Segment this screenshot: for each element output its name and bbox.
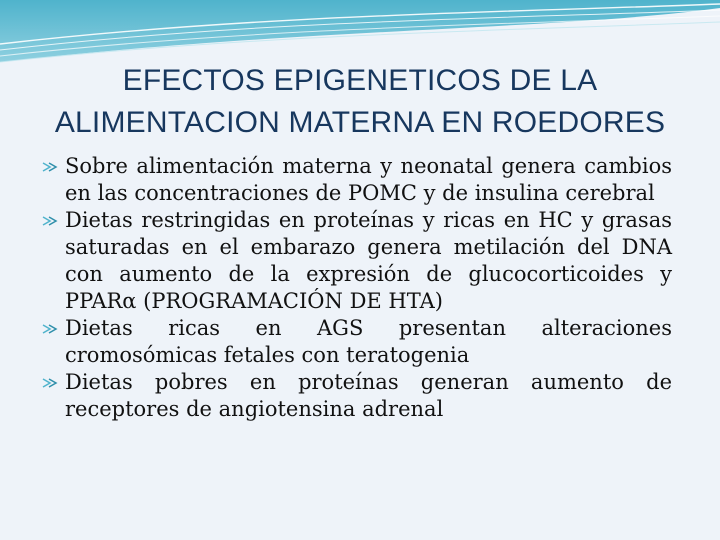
bullet-text: Dietas ricas en AGS presentan alteraciones cromosómicas fetales con teratogenia [65,316,672,367]
bullet-item [40,153,672,207]
arrow-bullet-icon [42,160,60,174]
bullet-item [40,315,672,369]
bullet-text: Dietas restringidas en proteínas y ricas en HC y grasas saturadas en el embarazo genera metilación del DNA con aumento de la expresión de glucocorticoides y PPARα (PROGRAMACIÓN DE HTA) [65,208,672,313]
arrow-bullet-icon [42,376,60,390]
bullet-list [40,153,672,423]
bullet-item [40,369,672,423]
slide-title-line-2: ALIMENTACION MATERNA EN ROEDORES [54,106,666,139]
bullet-text: Sobre alimentación materna y neonatal genera cambios en las concentraciones de POMC y de insulina cerebral [65,154,672,205]
slide-title [0,60,720,144]
arrow-bullet-icon [42,214,60,228]
bullet-item [40,207,672,315]
arrow-bullet-icon [42,322,60,336]
slide-title-line-1: EFECTOS EPIGENETICOS DE LA [122,64,598,97]
bullet-text: Dietas pobres en proteínas generan aumento de receptores de angiotensina adrenal [65,370,672,421]
